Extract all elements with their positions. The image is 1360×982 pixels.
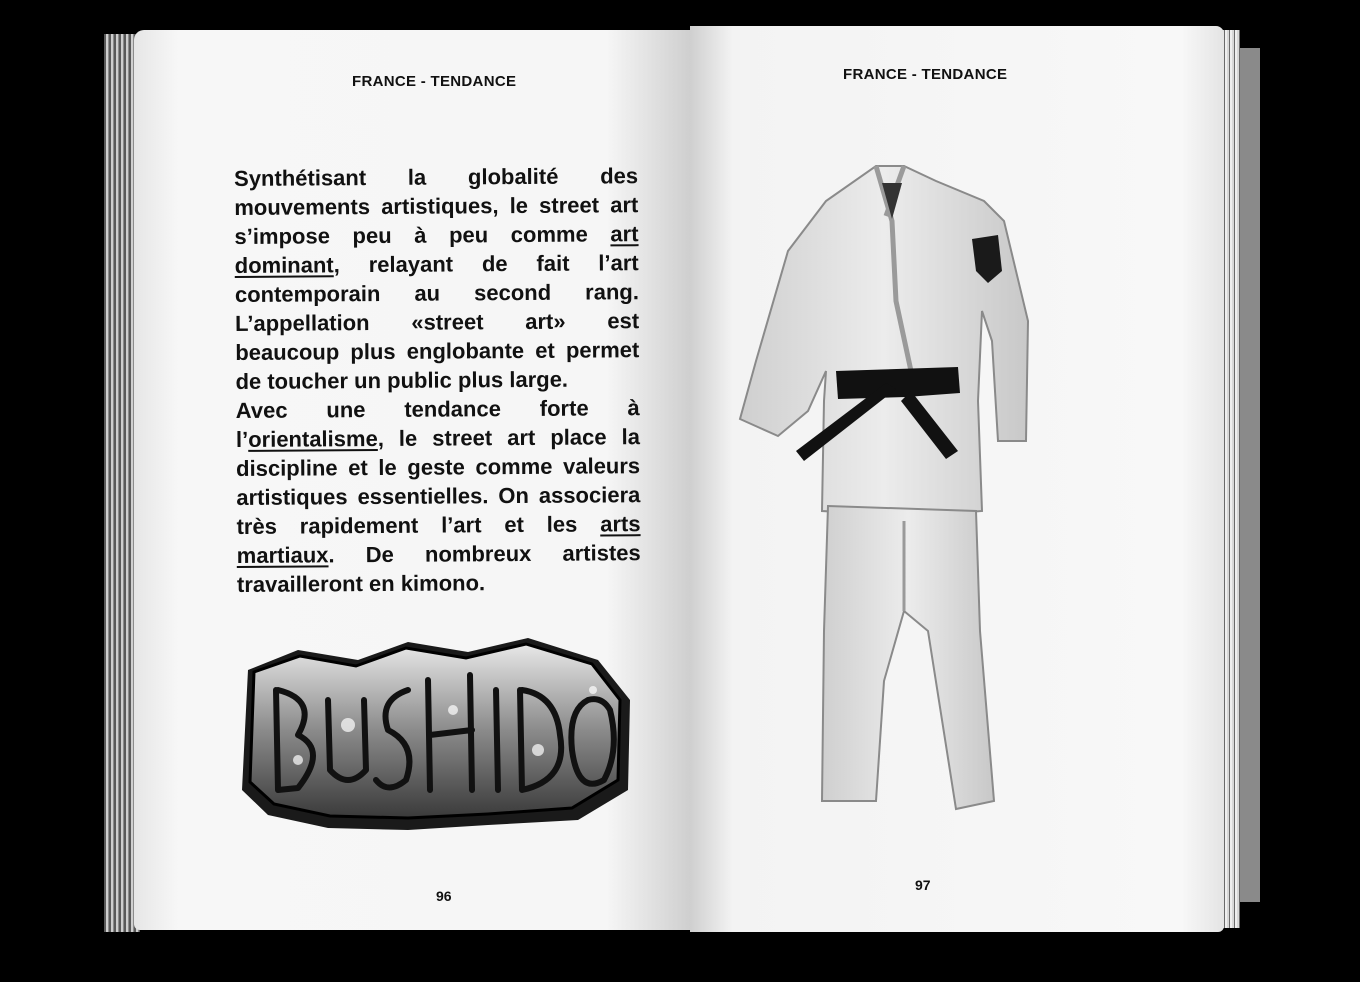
paragraph-2 bbox=[236, 393, 641, 599]
paragraph-2-text-a: Avec une tendance forte à l’ bbox=[235, 395, 640, 452]
running-head-left: FRANCE - TENDANCE bbox=[352, 73, 517, 90]
back-cover-edge bbox=[1238, 48, 1260, 902]
underlined-arts-martiaux: arts martiaux bbox=[236, 511, 641, 568]
paragraph-1-text-b: , relayant de fait l’art contemporain au second rang. L’appellation «street art» est beaucoup plus englobante et permet de toucher un public plus large. bbox=[234, 250, 640, 394]
paragraph-2-text-c: . De nombreux artistes travailleront en kimono. bbox=[236, 540, 641, 597]
running-head-right: FRANCE - TENDANCE bbox=[843, 66, 1008, 83]
page-number-left: 96 bbox=[436, 888, 452, 904]
underlined-orientalisme: orientalisme bbox=[248, 426, 378, 452]
right-page bbox=[690, 26, 1224, 932]
kimono-image bbox=[736, 161, 1036, 821]
paragraph-2-text-b: , le street art place la discipline et le geste comme valeurs artistiques essentielles. On associera très rapidement l’art et les bbox=[236, 424, 641, 539]
left-page bbox=[134, 30, 690, 930]
underlined-art-dominant: art dominant bbox=[234, 221, 639, 278]
page-number-right: 97 bbox=[915, 877, 931, 893]
bushido-graffiti-image bbox=[238, 630, 638, 840]
body-text bbox=[234, 161, 641, 599]
paragraph-1-text-a: Synthétisant la globalité des mouvements artistiques, le street art s’impose peu à peu comme bbox=[234, 163, 639, 249]
paragraph-1 bbox=[234, 161, 640, 396]
